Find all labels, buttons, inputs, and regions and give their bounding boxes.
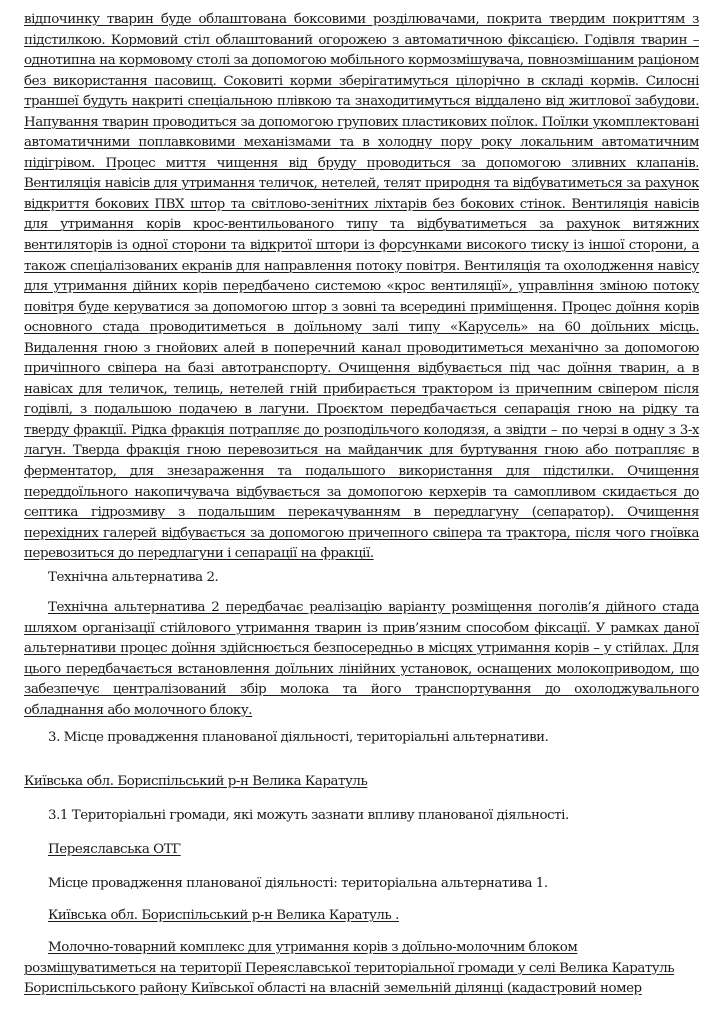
community-text: Переяславська ОТГ [48,842,181,857]
section-3-heading [24,728,548,748]
place-text: Місце провадження планованої діяльності: територіальна альтернатива 1. [48,876,548,891]
place-of-activity-line [24,874,548,894]
location-line-2 [24,906,399,926]
paragraph-text: Технічна альтернатива 2 передбачає реалізацію варіанту розміщення поголів’я дійного стада шляхом організації стійлового утримання тварин із прив’язним способом фіксації. У рамках даної альтернативи процес доїння здійснюється безпосередньо в місцях утримання корів – у стійлах. Для цього передбачається встановлення доїльних лінійних установок, оснащених молокоприводом, що забезпечує централізований збір молока та його транспортування до охолоджувального обладнання або молочного блоку. [24,600,699,718]
section-3-1-heading [24,806,569,826]
final-paragraph-line: розміщуватиметься на території Переяславської територіальної громади у селі Велика Каратуль [24,960,675,976]
paragraph-technical-alternative-2 [24,598,699,721]
paragraph-text: відпочинку тварин буде облаштована боксовими розділювачами, покрита твердим покриттям з підстилкою. Кормовий стіл облаштований огорожею з автоматичною фіксацією. Годівля тварин – однотипна на кормовому столі за допомогою мобільного кормозмішувача, повнозмішаним раціоном без використання пасовищ. Соковиті корми зберігатимуться цілорічно в складі кормів. Силосні траншеї будуть накриті спеціальною плівкою та знаходитимуться віддалено від житлової забудови. Напування тварин проводиться за допомогою групових пластикових поїлок. Поїлки укомплектовані автоматичними поплавковими механізмами та в холодну пору року локальним автоматичним підігрівом. Процес миття чищення від бруду проводиться за допомогою зливних клапанів. Вентиляція навісів для утримання теличок, нетелей, телят природня та відбуватиметься за рахунок відкриття бокових ПВХ штор та світлово-зенітних ліхтарів без бокових стінок. Вентиляція навісів для утримання корів крос-вентильованого типу та відбуватиметься за рахунок витяжних вентиляторів із одної сторони та відкритої штори із форсунками високого тиску із іншої сторони, а також спеціалізованих екранів для направлення потоку повітря. Вентиляція та охолодження навісу для утримання дійних корів передбачено системою «крос вентиляції», управління зміною потоку повітря буде керуватися за допомогою штор з зовні та всередині приміщення. Процес доїння корів основного стада проводитиметься в доїльному залі типу «Карусель» на 60 доїльних місць. Видалення гною з гнойових алей в поперечний канал проводитиметься механічно за допомогою причіпного свіпера на базі автотранспорту. Очищення відбувається під час доїння тварин, а в навісах для теличок, телиць, нетелей гній прибирається трактором із причепним свіпером після годівлі, з подальшою подачею в лагуни. Проєктом передбачається сепарація гною на рідку та тверду фракції. Рідка фракція потрапляє до розподільчого колодязя, а звідти – по черзі в одну з 3-х лагун. Тверда фракція гною перевозиться на майданчик для буртування гною або потрапляє в ферментатор, для знезараження та подальшого використання для підстилки. Очищення переддоїльного накопичувача відбувається за домопогою керхерів та самопливом скидається до септика гідрозмиву з подальшим перекачуванням в передлагуну (сепаратор). Очищення перехідних галерей відбувається за допомогою причепного свіпера та трактора, після чого гноївка перевозиться до передлагуни і сепарації на фракції. [24,12,699,562]
heading-technical-alternative-2 [24,568,218,588]
final-paragraph-line: Молочно-товарний комплекс для утримання корів з доїльно-молочним блоком [48,940,578,955]
location-text: Київська обл. Бориспільський р-н Велика Каратуль . [48,908,399,923]
heading-text: 3.1 Територіальні громади, які можуть зазнати впливу планованої діяльності. [48,808,569,823]
heading-text: 3. Місце провадження планованої діяльності, територіальні альтернативи. [48,730,549,745]
final-paragraph [24,938,674,1000]
final-paragraph-line: Бориспільського району Київської області на власній земельній ділянці (кадастровий номер [24,981,642,996]
location-text: Київська обл. Бориспільський р-н Велика Каратуль [24,774,368,789]
heading-text: Технічна альтернатива 2. [48,570,219,585]
location-line [24,772,367,792]
community-name [24,840,181,860]
paragraph-technical-alternative-1-continuation [24,10,699,565]
